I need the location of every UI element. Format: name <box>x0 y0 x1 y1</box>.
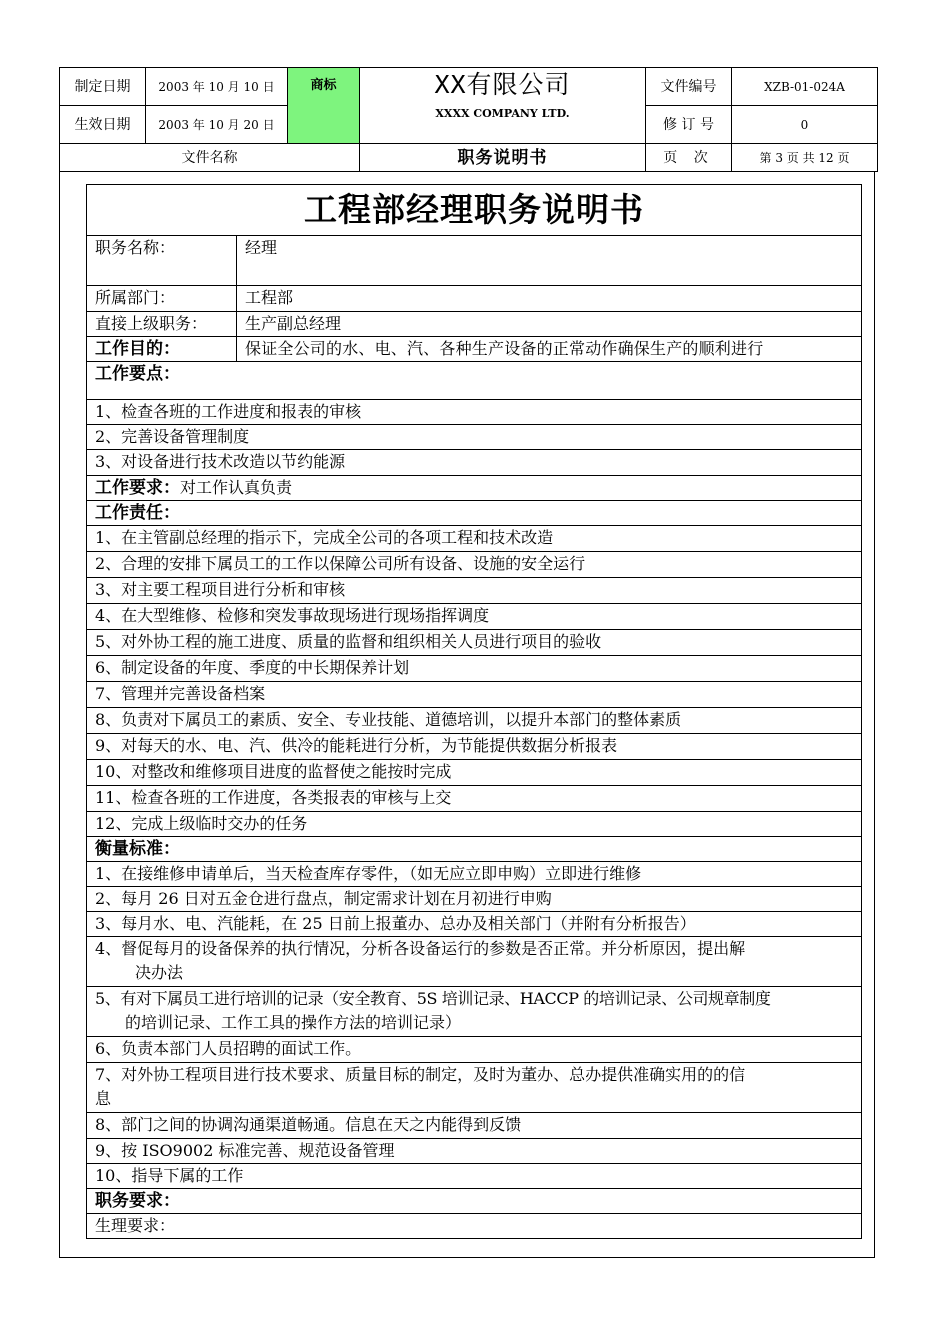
duty-item: 9、对每天的水、电、汽、供冷的能耗进行分析，为节能提供数据分析报表 <box>87 734 862 760</box>
job-requirements-heading: 职务要求： <box>87 1189 862 1214</box>
duty-item: 8、负责对下属员工的素质、安全、专业技能、道德培训，以提升本部门的整体素质 <box>87 708 862 734</box>
standard-item: 3、每月水、电、汽能耗，在 25 日前上报董办、总办及相关部门（并附有分析报告） <box>87 912 862 937</box>
file-name-value: 职务说明书 <box>360 144 646 172</box>
standard-item: 8、部门之间的协调沟通渠道畅通。信息在天之内能得到反馈 <box>87 1113 862 1139</box>
superior-label: 直接上级职务： <box>87 312 237 337</box>
standard-item <box>87 1063 862 1113</box>
page-label: 页 次 <box>646 144 732 172</box>
company-name-en: XXXX COMPANY LTD. <box>435 107 570 120</box>
doc-title: 工程部经理职务说明书 <box>87 185 862 236</box>
duties-heading: 工作责任： <box>87 501 862 526</box>
logo-label: 商标 <box>310 78 337 93</box>
physical-requirements-label: 生理要求： <box>87 1214 862 1239</box>
superior-value: 生产副总经理 <box>237 312 862 337</box>
duty-item: 6、制定设备的年度、季度的中长期保养计划 <box>87 656 862 682</box>
revision-label: 修 订 号 <box>646 106 732 144</box>
duty-item: 12、完成上级临时交办的任务 <box>87 812 862 837</box>
duty-item: 4、在大型维修、检修和突发事故现场进行现场指挥调度 <box>87 604 862 630</box>
duty-item: 3、对主要工程项目进行分析和审核 <box>87 578 862 604</box>
effective-date-label: 生效日期 <box>60 106 146 144</box>
standard-5-line-1: 5、有对下属员工进行培训的记录（安全教育、5S 培训记录、HACCP 的培训记录、公司规章制度 <box>95 989 771 1008</box>
key-point-item: 2、完善设备管理制度 <box>87 425 862 450</box>
logo-box <box>288 68 360 144</box>
standard-4-line-1: 4、督促每月的设备保养的执行情况，分析各设备运行的参数是否正常。并分析原因，提出解 <box>95 939 746 958</box>
duty-item: 2、合理的安排下属员工的工作以保障公司所有设备、设施的安全运行 <box>87 552 862 578</box>
revision-value: 0 <box>732 106 878 144</box>
standard-item: 9、按 ISO9002 标准完善、规范设备管理 <box>87 1139 862 1164</box>
position-label: 职务名称： <box>87 236 237 286</box>
duty-item: 11、检查各班的工作进度，各类报表的审核与上交 <box>87 786 862 812</box>
issue-date-label: 制定日期 <box>60 68 146 106</box>
purpose-label: 工作目的： <box>87 337 237 362</box>
key-point-item: 1、检查各班的工作进度和报表的审核 <box>87 400 862 425</box>
standard-7-line-1: 7、对外协工程项目进行技术要求、质量目标的制定，及时为董办、总办提供准确实用的的信 <box>95 1065 746 1084</box>
position-value: 经理 <box>237 236 862 286</box>
standard-7-line-2: 息 <box>95 1089 112 1108</box>
standard-item <box>87 987 862 1037</box>
duty-item: 7、管理并完善设备档案 <box>87 682 862 708</box>
dept-label: 所属部门： <box>87 286 237 312</box>
standard-item: 1、在接维修申请单后，当天检查库存零件，（如无应立即申购）立即进行维修 <box>87 862 862 887</box>
page-value: 第 3 页 共 12 页 <box>732 144 878 172</box>
work-requirement-row <box>87 476 862 501</box>
standard-item: 10、指导下属的工作 <box>87 1164 862 1189</box>
file-name-label: 文件名称 <box>60 144 360 172</box>
company-name-block <box>360 68 646 144</box>
doc-no-value: XZB-01-024A <box>732 68 878 106</box>
standard-item <box>87 937 862 987</box>
key-points-heading: 工作要点： <box>87 362 862 400</box>
work-requirement-label: 工作要求： <box>95 478 180 498</box>
standard-5-line-2: 的培训记录、工作工具的操作方法的培训记录） <box>125 1013 462 1032</box>
duty-item: 1、在主管副总经理的指示下，完成全公司的各项工程和技术改造 <box>87 526 862 552</box>
doc-no-label: 文件编号 <box>646 68 732 106</box>
key-point-item: 3、对设备进行技术改造以节约能源 <box>87 450 862 476</box>
work-requirement-value: 对工作认真负责 <box>180 478 293 497</box>
job-description-table <box>86 184 862 1239</box>
duty-item: 10、对整改和维修项目进度的监督使之能按时完成 <box>87 760 862 786</box>
duty-item: 5、对外协工程的施工进度、质量的监督和组织相关人员进行项目的验收 <box>87 630 862 656</box>
document-header-table <box>59 67 878 172</box>
company-name-cn: XX有限公司 <box>434 70 571 99</box>
standards-heading: 衡量标准： <box>87 837 862 862</box>
purpose-value: 保证全公司的水、电、汽、各种生产设备的正常动作确保生产的顺利进行 <box>237 337 862 362</box>
standard-item: 6、负责本部门人员招聘的面试工作。 <box>87 1037 862 1063</box>
standard-item: 2、每月 26 日对五金仓进行盘点，制定需求计划在月初进行申购 <box>87 887 862 912</box>
dept-value: 工程部 <box>237 286 862 312</box>
issue-date-value: 2003 年 10 月 10 日 <box>146 68 288 106</box>
effective-date-value: 2003 年 10 月 20 日 <box>146 106 288 144</box>
standard-4-line-2: 决办法 <box>135 963 184 982</box>
